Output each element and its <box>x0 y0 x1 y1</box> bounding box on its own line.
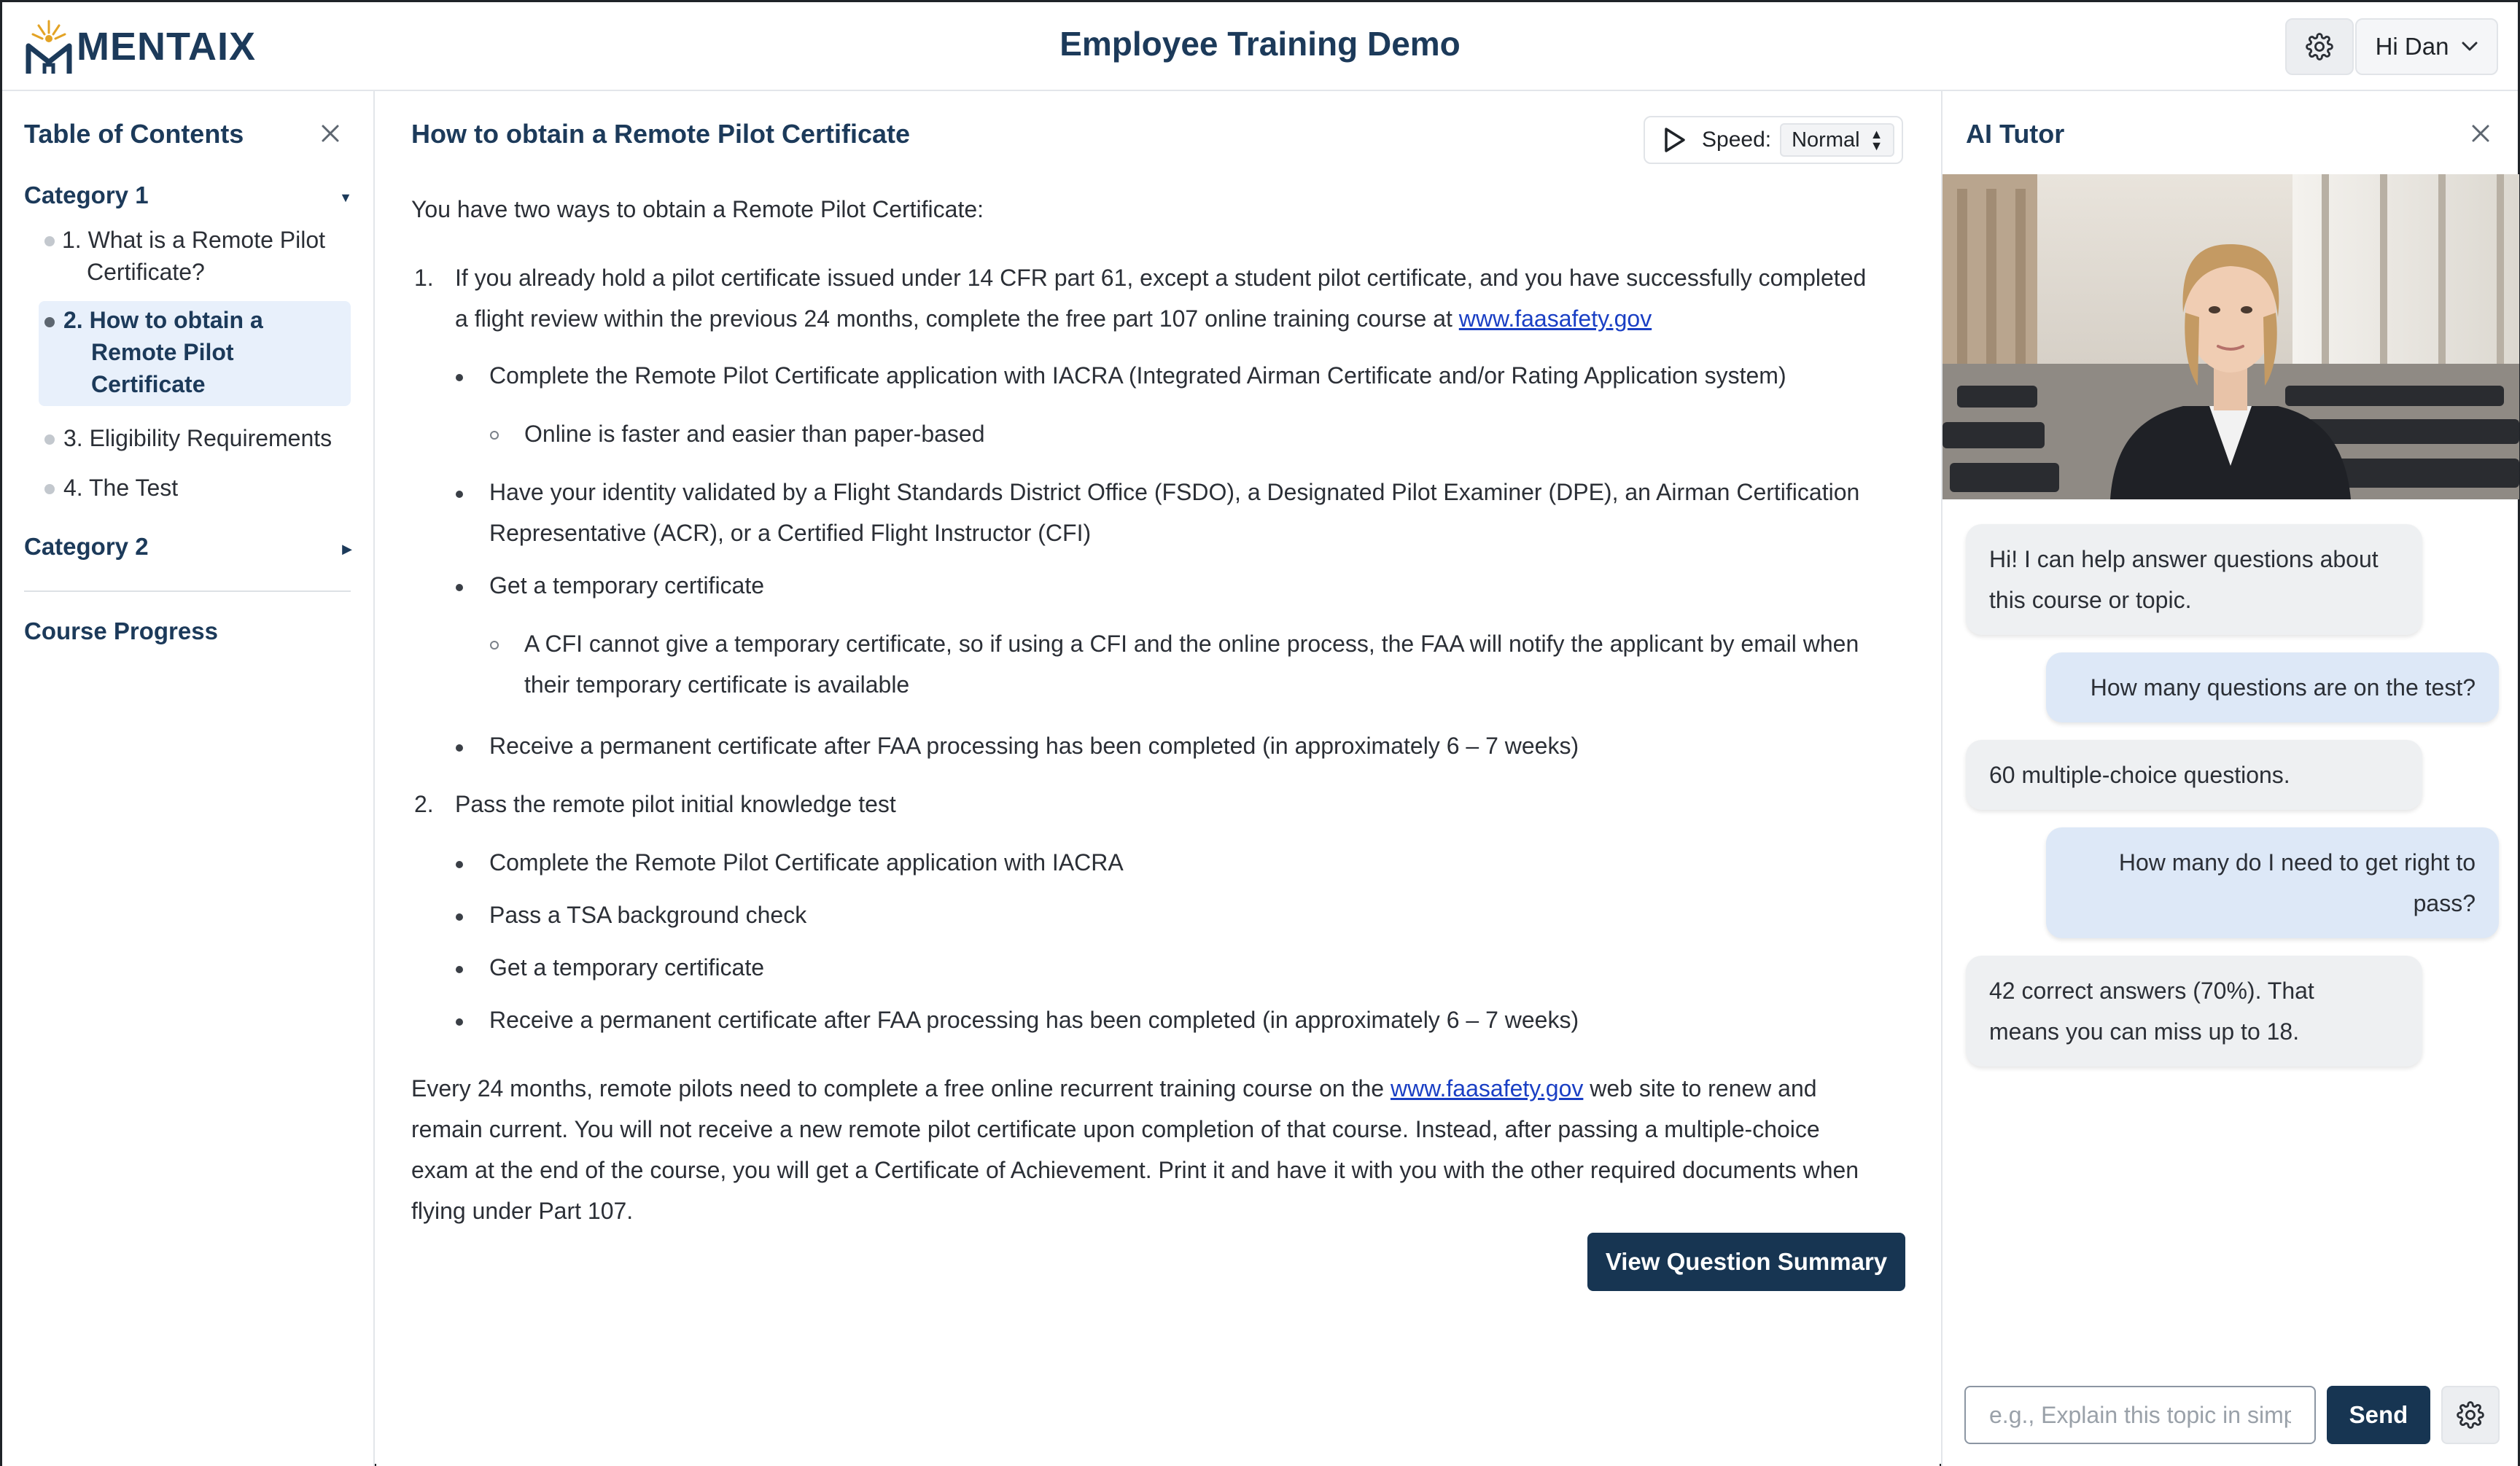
bullet-icon <box>456 913 463 921</box>
bullet-icon <box>456 861 463 868</box>
bullet-icon <box>456 374 463 381</box>
list-number: 1. <box>414 265 434 291</box>
chat-input[interactable] <box>1964 1386 2316 1444</box>
settings-icon <box>2457 1401 2484 1429</box>
toc-item-1[interactable]: 1. What is a Remote Pilot Certificate? <box>39 224 351 291</box>
updown-arrows-icon: ▲ ▼ <box>1870 127 1883 153</box>
bullet-icon <box>456 744 463 752</box>
chat-message-bot: 60 multiple-choice questions. <box>1966 740 2422 810</box>
chevron-down-icon <box>2462 42 2478 52</box>
toc-sidebar <box>2 91 375 1466</box>
bullet-icon <box>456 584 463 591</box>
lesson-outro: Every 24 months, remote pilots need to complete a free online recurrent training course on the www.faasafety.gov web site to renew and remain current. You will not receive a new remote pilot certificate upon completion of that course. Instead, after passing a multiple-choice exam at the end of the course, you will get a Certificate of Achievement. Print it and have it with you with the other required documents when flying under Part 107. <box>411 1075 1859 1224</box>
toc-item-2[interactable]: 2. How to obtain a Remote Pilot Certificate <box>39 301 351 406</box>
bullet-icon <box>456 966 463 973</box>
faasafety-link[interactable]: www.faasafety.gov <box>1458 305 1652 332</box>
settings-button[interactable] <box>2285 18 2354 75</box>
lesson-title: How to obtain a Remote Pilot Certificate <box>411 119 911 149</box>
app-header <box>2 2 2518 91</box>
hollow-bullet-icon <box>490 641 499 650</box>
list-item-text: Get a temporary certificate <box>489 572 765 599</box>
list-item-text: Receive a permanent certificate after FAA processing has been completed (in approximately 6 – 7 weeks) <box>489 733 1579 759</box>
close-icon[interactable] <box>2468 120 2494 147</box>
course-progress-link[interactable]: Course Progress <box>24 617 218 644</box>
category-1-toggle[interactable]: Category 1 ▼ <box>24 182 352 208</box>
category-2-toggle[interactable]: Category 2 ▶ <box>24 533 352 560</box>
page-title: Employee Training Demo <box>1059 25 1461 63</box>
ai-tutor-panel <box>1941 91 2518 1466</box>
bullet-icon <box>456 491 463 498</box>
list-item-text: Get a temporary certificate <box>489 954 765 980</box>
lesson-content <box>376 91 1940 1466</box>
send-button[interactable]: Send <box>2327 1386 2430 1444</box>
lesson-intro: You have two ways to obtain a Remote Pilot Certificate: <box>411 196 984 222</box>
play-icon[interactable] <box>1660 125 1689 155</box>
view-question-summary-button[interactable]: View Question Summary <box>1587 1233 1905 1291</box>
bullet-dot-icon <box>44 434 55 445</box>
speed-select[interactable]: Normal ▲ ▼ <box>1780 123 1894 157</box>
toc-item-3[interactable]: 3. Eligibility Requirements <box>39 422 351 457</box>
list-item-1-text: If you already hold a pilot certificate issued under 14 CFR part 61, except a student pilot certificate, and you have successfully completed a flight review within the previous 24 months, complete the free part 107 online training course at www.faasafety.gov <box>455 265 1867 332</box>
toc-divider <box>24 590 351 592</box>
toc-item-4[interactable]: 4. The Test <box>39 472 351 507</box>
bullet-dot-icon <box>44 317 55 327</box>
list-item-text: Complete the Remote Pilot Certificate application with IACRA (Integrated Airman Certificate and/or Rating Application system) <box>489 362 1786 389</box>
bullet-dot-icon <box>44 484 55 494</box>
speed-label: Speed: <box>1702 128 1772 152</box>
chat-message-user: How many questions are on the test? <box>2046 652 2499 722</box>
list-number: 2. <box>414 791 434 817</box>
list-item-text: A CFI cannot give a temporary certificate, so if using a CFI and the online process, the FAA will notify the applicant by email when their temporary certificate is available <box>524 631 1859 698</box>
hollow-bullet-icon <box>490 431 499 440</box>
chat-message-user: How many do I need to get right to pass? <box>2046 827 2499 938</box>
avatar-image <box>1942 174 2519 499</box>
playback-control <box>1644 116 1903 164</box>
caret-down-icon: ▼ <box>339 190 352 205</box>
tutor-avatar-video[interactable] <box>1942 174 2519 499</box>
logo-text: MENTAIX <box>77 25 256 69</box>
list-item-2-text: Pass the remote pilot initial knowledge test <box>455 791 896 817</box>
chat-message-bot: 42 correct answers (70%). That means you can miss up to 18. <box>1966 956 2422 1067</box>
list-item-text: Complete the Remote Pilot Certificate application with IACRA <box>489 849 1124 876</box>
settings-icon <box>2306 33 2333 61</box>
user-menu-button[interactable] <box>2355 18 2498 75</box>
tutor-title: AI Tutor <box>1966 119 2065 149</box>
list-item-text: Receive a permanent certificate after FAA processing has been completed (in approximately 6 – 7 weeks) <box>489 1007 1579 1033</box>
bullet-dot-icon <box>44 236 55 246</box>
chat-settings-button[interactable] <box>2441 1386 2500 1444</box>
list-item-text: Online is faster and easier than paper-based <box>524 421 985 447</box>
bullet-icon <box>456 1018 463 1026</box>
faasafety-link[interactable]: www.faasafety.gov <box>1390 1075 1584 1102</box>
list-item-text: Have your identity validated by a Flight Standards District Office (FSDO), a Designated Pilot Examiner (DPE), an Airman Certification Representative (ACR), or a Certified Flight Instructor (CFI) <box>489 479 1860 546</box>
chat-message-bot: Hi! I can help answer questions about this course or topic. <box>1966 524 2422 635</box>
close-icon[interactable] <box>317 120 343 147</box>
caret-right-icon: ▶ <box>342 542 352 556</box>
list-item-text: Pass a TSA background check <box>489 902 807 928</box>
user-greeting: Hi Dan <box>2375 33 2449 60</box>
toc-title: Table of Contents <box>24 119 244 149</box>
